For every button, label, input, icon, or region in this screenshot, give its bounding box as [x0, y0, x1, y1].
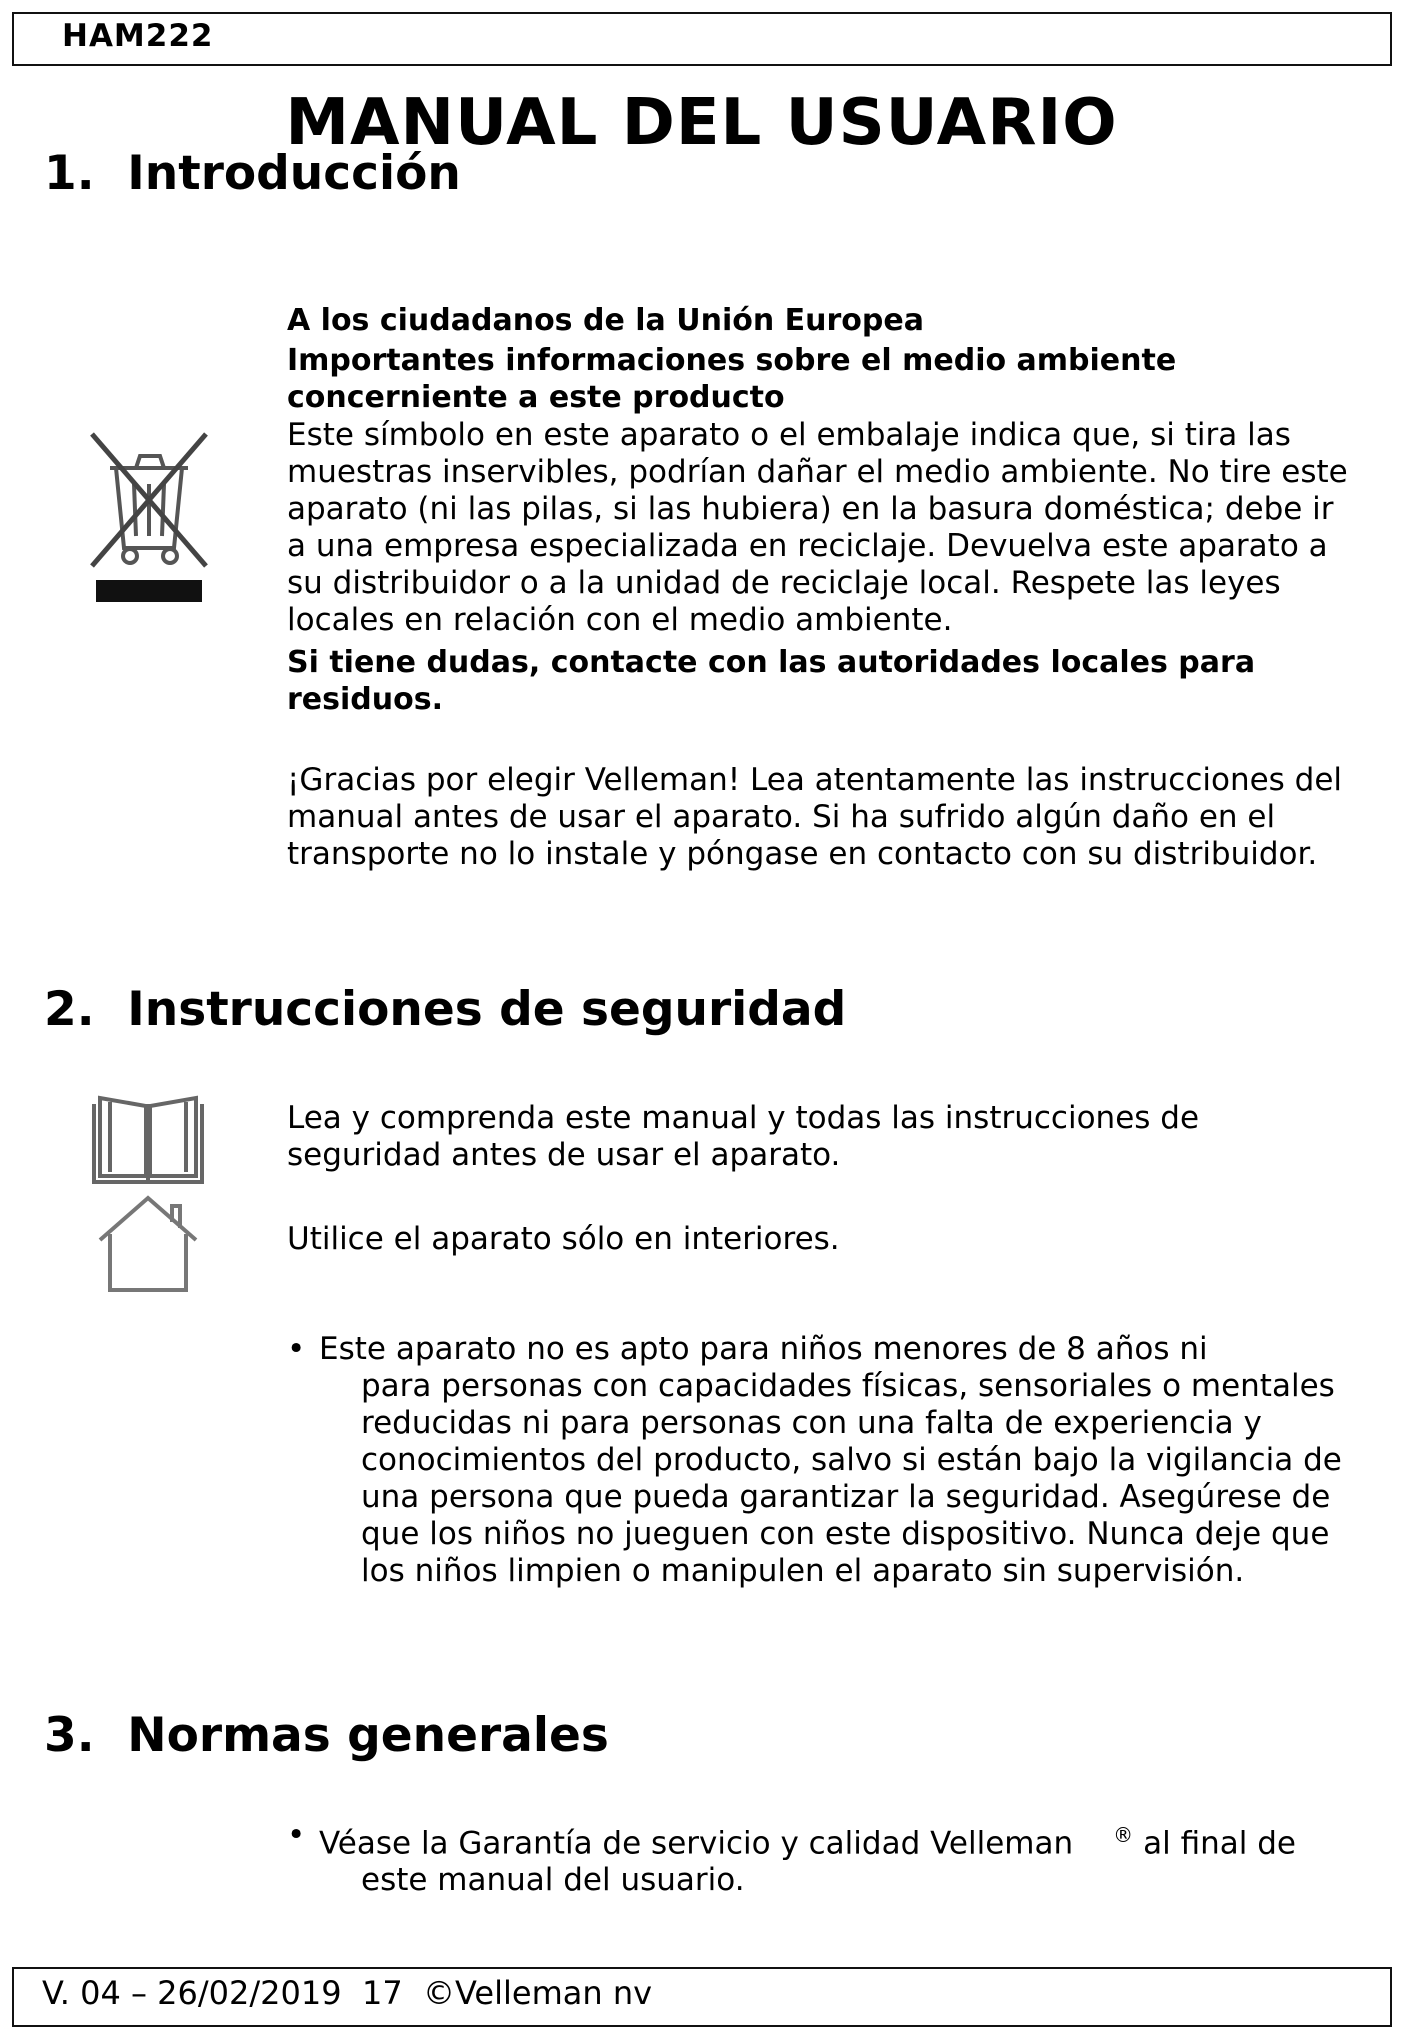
bullet-continuation: este manual del usuario.: [361, 1862, 745, 1899]
weee-paragraph: Este símbolo en este aparato o el embalaje indica que, si tira las muestras inservibles, podrían dañar el medio ambiente. No tire este aparato (ni las pilas, si las hubiera) en la basura doméstica; debe ir a una empresa especializada en reciclaje. Devuelva este aparato a su distribuidor o a la unidad de reciclaje local. Respete las leyes locales en relación con el medio ambiente.: [287, 417, 1348, 638]
header-box: [12, 12, 1392, 66]
weee-note: Si tiene dudas, contacte con las autoridades locales para residuos.: [287, 645, 1256, 717]
indoor-use-text: Utilice el aparato sólo en interiores.: [287, 1221, 840, 1257]
section-heading-safety: 2. Instrucciones de seguridad: [44, 982, 847, 1037]
bullet-continuation: para personas con capacidades físicas, sensoriales o mentales reducidas ni para personas con una falta de experiencia y conocimientos del producto, salvo si están bajo la vigilancia de una persona que pueda garantizar la seguridad. Asegúrese de que los niños no jueguen con este dispositivo. Nunca deje que los niños limpien o manipulen el aparato sin supervisión.: [361, 1368, 1342, 1589]
bullet-first-line: Véase la Garantía de servicio y calidad Velleman: [319, 1825, 1074, 1862]
crossed-out-wheelie-bin-icon: [84, 424, 214, 604]
bullet-first-tail: al final de: [1143, 1825, 1296, 1862]
section-heading-introduction: 1. Introducción: [44, 146, 461, 201]
bullet-dot: •: [287, 1817, 306, 1853]
document-title: MANUAL DEL USUARIO: [285, 86, 1118, 160]
footer-version: V. 04 – 26/02/2019 17 ©Velleman nv: [42, 1974, 653, 2012]
thanks-paragraph: ¡Gracias por elegir Velleman! Lea atentamente las instrucciones del manual antes de usar el aparato. Si ha sufrido algún daño en el transporte no lo instale y póngase en contacto con su distribuidor.: [287, 762, 1343, 872]
house-icon: [88, 1194, 208, 1294]
registered-mark: ®: [1113, 1823, 1134, 1847]
eu-citizens-subtitle: A los ciudadanos de la Unión Europea: [287, 303, 924, 338]
open-book-icon: [88, 1092, 208, 1188]
section-heading-general: 3. Normas generales: [44, 1708, 609, 1763]
children-safety-bullet: [287, 1331, 1357, 1590]
bullet-first-line: Este aparato no es apto para niños menores de 8 años ni: [319, 1331, 1208, 1367]
warranty-bullet: [287, 1817, 1357, 1899]
read-manual-text: Lea y comprenda este manual y todas las instrucciones de seguridad antes de usar el aparato.: [287, 1100, 1200, 1173]
model-code: HAM222: [62, 18, 214, 54]
environment-subtitle: Importantes informaciones sobre el medio ambiente concerniente a este producto: [287, 343, 1177, 415]
bullet-dot: •: [287, 1331, 306, 1367]
